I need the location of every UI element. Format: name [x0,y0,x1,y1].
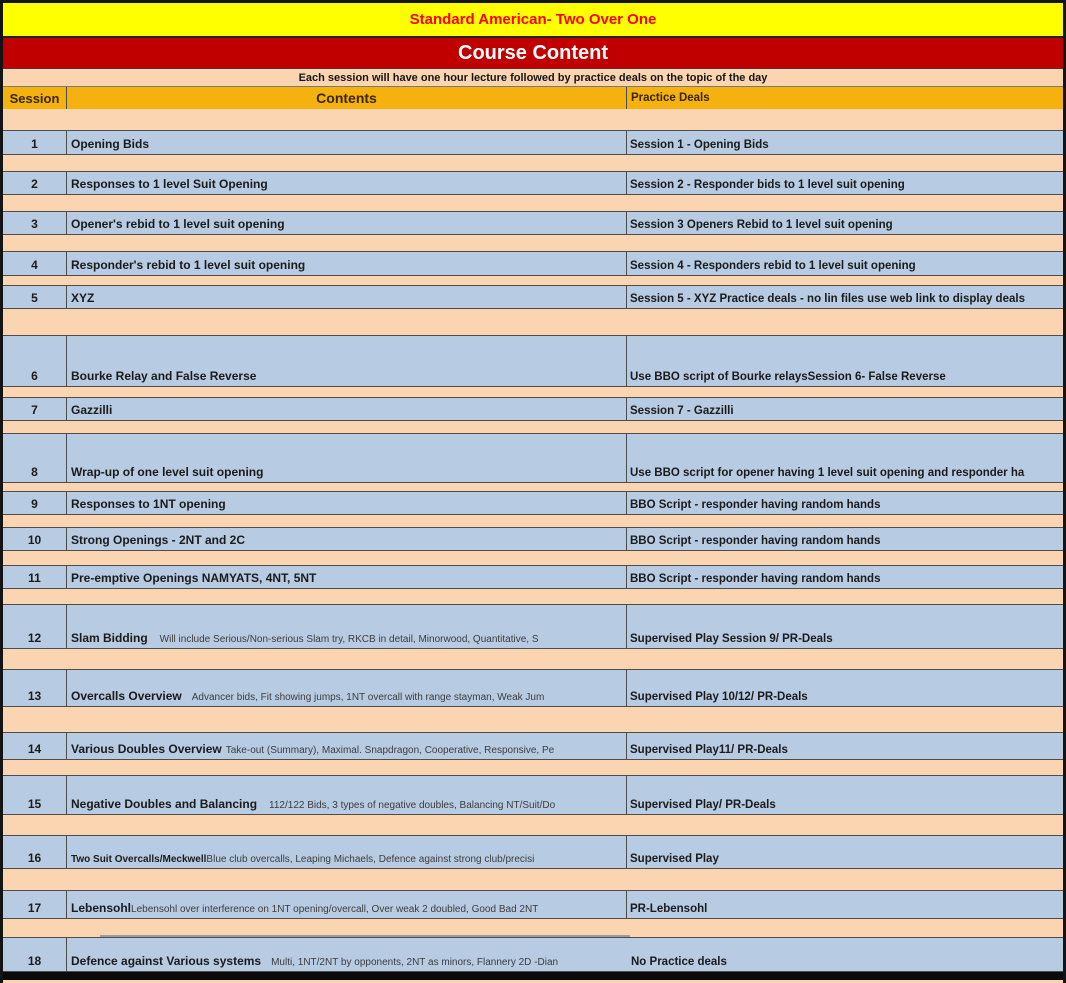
table-row [3,890,1063,919]
session-cell[interactable]: 6 [3,336,67,386]
table-row [3,211,1063,235]
spacer-row [3,707,1063,732]
contents-title: Lebensohl [71,901,132,915]
spacer-row [3,869,1063,890]
practice-deals-cell[interactable]: Supervised Play Session 9/ PR-Deals [630,633,833,645]
spacer-row [3,515,1063,527]
table-row [3,335,1063,387]
contents-title: Bourke Relay and False Reverse [71,369,257,383]
table-row [3,171,1063,195]
table-row [3,604,1063,649]
course-content-title: Course Content [458,41,608,64]
practice-deals-cell[interactable]: Session 5 - XYZ Practice deals - no lin files use web link to display deals [630,293,1025,305]
practice-deals-cell[interactable]: Supervised Play [630,853,719,865]
contents-cell[interactable] [67,891,627,918]
contents-cell[interactable] [67,733,627,759]
contents-title: Opening Bids [71,137,149,151]
contents-detail: Take-out (Summary), Maximal. Snapdragon, Cooperative, Responsive, Pe [225,745,555,756]
column-header-session[interactable]: Session [3,87,67,109]
practice-deals-cell[interactable]: Session 2 - Responder bids to 1 level suit opening [630,179,905,191]
contents-cell[interactable] [67,398,627,420]
divider-line [100,935,630,937]
contents-cell[interactable] [67,212,627,234]
contents-title: Two Suit Overcalls/Meckwell [71,854,207,865]
contents-cell[interactable] [67,286,627,308]
spacer-row [3,589,1063,604]
table-row [3,565,1063,589]
practice-deals-cell[interactable]: Session 1 - Opening Bids [630,139,769,151]
contents-detail: 112/122 Bids, 3 types of negative doubles, Balancing NT/Suit/Do [269,800,556,811]
sheet-title: Standard American- Two Over One [409,11,657,28]
contents-cell[interactable] [67,670,627,706]
spacer-row [3,235,1063,251]
table-row [3,732,1063,760]
session-cell[interactable]: 8 [3,434,67,482]
contents-detail: Advancer bids, Fit showing jumps, 1NT overcall with range stayman, Weak Jum [191,692,545,703]
spacer-row [3,387,1063,397]
contents-title: Overcalls Overview [71,689,182,703]
spacer-row [3,760,1063,775]
contents-title: Responses to 1NT opening [71,497,226,511]
contents-cell[interactable] [67,131,627,154]
session-cell[interactable]: 10 [3,528,67,550]
practice-deals-cell[interactable]: Supervised Play11/ PR-Deals [630,744,788,756]
table-row [3,527,1063,551]
session-cell[interactable]: 15 [3,776,67,814]
practice-deals-cell[interactable]: BBO Script - responder having random hands [630,573,881,585]
practice-deals-cell[interactable]: BBO Script - responder having random hands [630,499,881,511]
spacer-row [3,421,1063,433]
session-cell[interactable]: 2 [3,172,67,194]
practice-deals-cell[interactable]: Supervised Play 10/12/ PR-Deals [630,691,808,703]
contents-cell[interactable] [67,605,627,648]
contents-title: Wrap-up of one level suit opening [71,465,264,479]
contents-title: Strong Openings - 2NT and 2C [71,533,246,547]
session-cell[interactable]: 7 [3,398,67,420]
spacer-row [3,649,1063,669]
practice-deals-cell[interactable]: Use BBO script of Bourke relaysSession 6- False Reverse [630,371,946,383]
contents-cell[interactable] [67,836,627,868]
session-cell[interactable]: 16 [3,836,67,868]
practice-deals-cell[interactable]: Supervised Play/ PR-Deals [630,799,776,811]
practice-deals-cell[interactable]: PR-Lebensohl [630,903,708,915]
practice-deals-cell[interactable]: Session 7 - Gazzilli [630,405,734,417]
table-row [3,835,1063,869]
table-row [3,491,1063,515]
session-cell[interactable]: 4 [3,252,67,275]
session-cell[interactable]: 9 [3,492,67,514]
column-header-practice-deals[interactable]: Practice Deals [631,92,710,104]
session-cell[interactable]: 3 [3,212,67,234]
contents-detail: Multi, 1NT/2NT by opponents, 2NT as minors, Flannery 2D -Dian [271,957,559,968]
session-cell[interactable]: 12 [3,605,67,648]
spacer-row [3,155,1063,171]
contents-detail: Will include Serious/Non-serious Slam try, RKCB in detail, Minorwood, Quantitative, S [159,634,539,645]
subtitle-row [3,69,1063,87]
session-cell[interactable]: 13 [3,670,67,706]
session-cell[interactable]: 17 [3,891,67,918]
contents-title: Various Doubles Overview [71,742,222,756]
table-body [3,109,1063,972]
practice-deals-cell[interactable]: Use BBO script for opener having 1 level suit opening and responder ha [630,467,1025,479]
contents-title: Slam Bidding [71,631,148,645]
practice-deals-cell[interactable]: BBO Script - responder having random hands [630,535,881,547]
spacer-row [3,195,1063,211]
session-cell[interactable]: 18 [3,938,67,971]
practice-deals-cell[interactable]: Session 4 - Responders rebid to 1 level suit opening [630,260,916,272]
contents-title: Opener's rebid to 1 level suit opening [71,217,285,231]
spacer-row [3,309,1063,335]
table-row [3,397,1063,421]
column-header-row [3,87,1063,109]
spacer-row [3,919,1063,937]
contents-title: Responder's rebid to 1 level suit opening [71,258,306,272]
spacer-row [3,109,1063,130]
table-row [3,669,1063,707]
spacer-row [3,483,1063,491]
contents-cell[interactable] [67,938,628,971]
session-cell[interactable]: 11 [3,566,67,588]
table-row [3,775,1063,815]
session-cell[interactable]: 14 [3,733,67,759]
spacer-row [3,276,1063,285]
bottom-border [3,972,1063,980]
contents-detail: Blue club overcalls, Leaping Michaels, Defence against strong club/precisi [206,854,535,865]
contents-title: Defence against Various systems [71,954,262,968]
contents-title: Gazzilli [71,403,113,417]
contents-title: XYZ [71,291,95,305]
contents-title: Pre-emptive Openings NAMYATS, 4NT, 5NT [71,571,317,585]
contents-cell[interactable] [67,336,627,386]
course-content-banner [3,38,1063,69]
subtitle-text: Each session will have one hour lecture followed by practice deals on the topic of the day [298,71,768,84]
table-row [3,251,1063,276]
table-row [3,130,1063,155]
table-row [3,937,1063,972]
spacer-row [3,551,1063,565]
practice-deals-cell[interactable]: No Practice deals [631,956,727,968]
contents-cell[interactable] [67,776,627,814]
contents-cell[interactable] [67,434,627,482]
title-banner [3,3,1063,38]
table-row [3,433,1063,483]
contents-cell[interactable] [67,252,627,275]
practice-deals-cell[interactable]: Session 3 Openers Rebid to 1 level suit opening [630,219,893,231]
column-header-contents[interactable]: Contents [67,87,627,109]
session-cell[interactable]: 5 [3,286,67,308]
spacer-row [3,815,1063,835]
session-cell[interactable]: 1 [3,131,67,154]
contents-detail: Lebensohl over interference on 1NT opening/overcall, Over weak 2 doubled, Good Bad 2NT [131,904,539,915]
contents-cell[interactable] [67,528,627,550]
contents-cell[interactable] [67,172,627,194]
contents-title: Negative Doubles and Balancing [71,797,258,811]
contents-title: Responses to 1 level Suit Opening [71,177,268,191]
contents-cell[interactable] [67,492,627,514]
contents-cell[interactable] [67,566,627,588]
table-row [3,285,1063,309]
